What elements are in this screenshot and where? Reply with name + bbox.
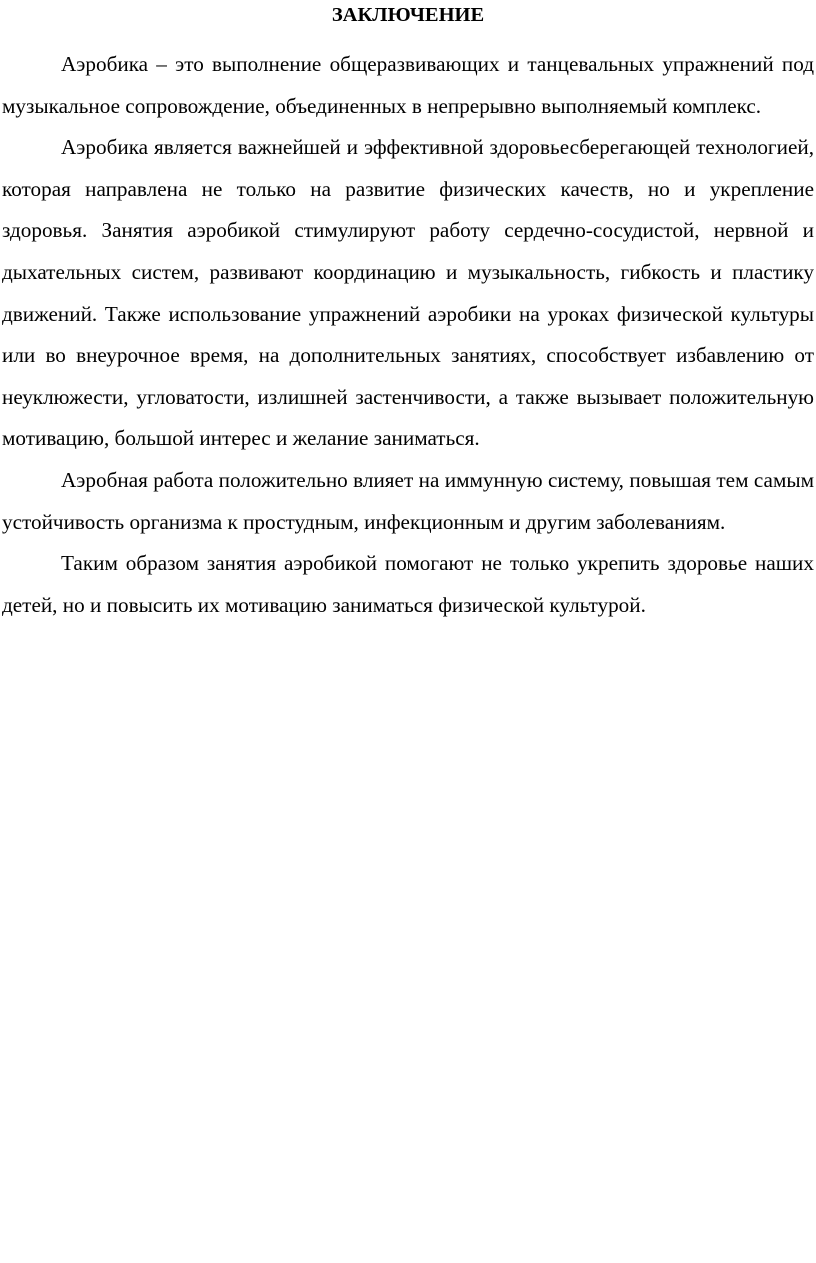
paragraph-3: Аэробная работа положительно влияет на иммунную систему, повышая тем самым устойчивость организма к простудным, инфекционным и другим заболеваниям. [2,467,814,534]
page-title: ЗАКЛЮЧЕНИЕ [331,4,485,26]
paragraph-1: Аэробика – это выполнение общеразвивающих и танцевальных упражнений под музыкальное сопровождение, объединенных в непрерывно выполняемый комплекс. [2,52,814,118]
paragraph-2: Аэробика является важнейшей и эффективной здоровьесберегающей технологией, которая направлена не только на развитие физических качеств, но и укрепление здоровья. Занятия аэробикой стимулируют работу сердечно-сосудистой, нервной и дыхательных систем, развивают координацию и музыкальность, гибкость и пластику движений. Также использование упражнений аэробики на уроках физической культуры или во внеурочное время, на дополнительных занятиях, способствует избавлению от неуклюжести, угловатости, излишней застенчивости, а также вызывает положительную мотивацию, большой интерес и желание заниматься. [2,135,814,451]
paragraph-4: Таким образом занятия аэробикой помогают не только укрепить здоровье наших детей, но и повысить их мотивацию заниматься физической культурой. [2,551,814,617]
document-body [2,44,814,626]
